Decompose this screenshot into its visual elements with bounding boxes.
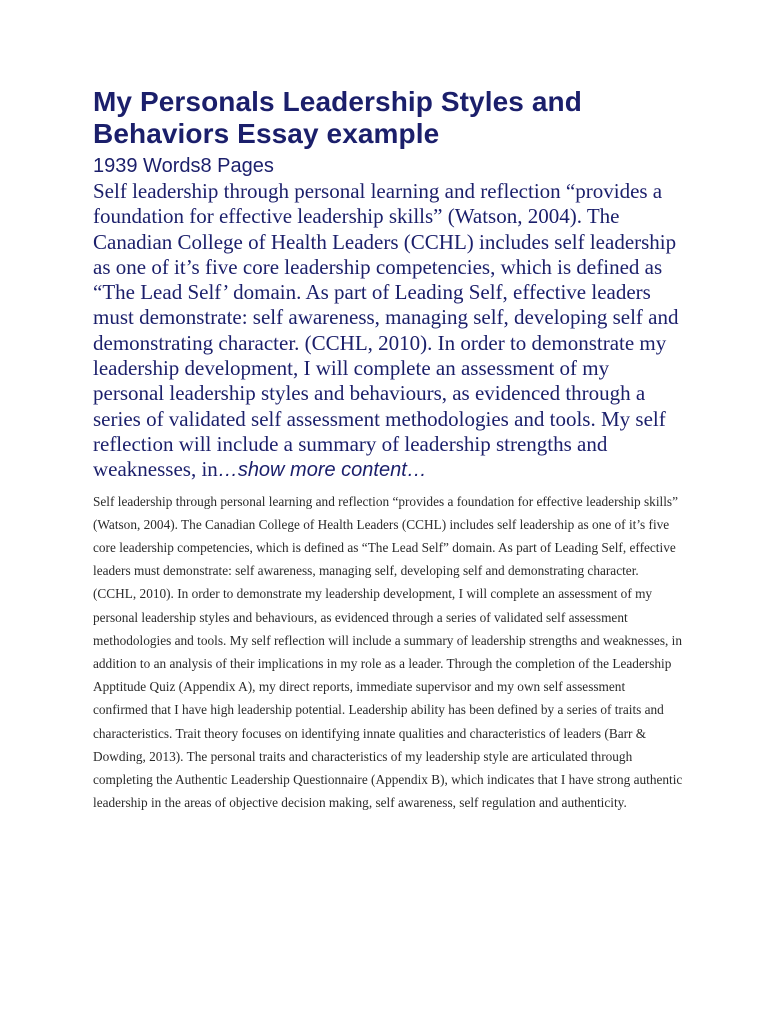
essay-full-text: Self leadership through personal learning and reflection “provides a foundation for effective leadership skills” (Watson, 2004). The Canadian College of Health Leaders (CCHL) includes self leadership as one of it’s five core leadership competencies, which is defined as “The Lead Self” domain. As part of Leading Self, effective leaders must demonstrate: self awareness, managing self, developing self and demonstrating character. (CCHL, 2010). In order to demonstrate my leadership development, I will complete an assessment of my personal leadership styles and behaviours, as evidenced through a series of validated self assessment methodologies and tools. My self reflection will include a summary of leadership strengths and weaknesses, in addition to an analysis of their implications in my role as a leader. Through the completion of the Leadership Apptitude Quiz (Appendix A), my direct reports, immediate supervisor and my own self assessment confirmed that I have high leadership potential. Leadership ability has been defined by a series of traits and characteristics. Trait theory focuses on identifying innate qualities and characteristics of leaders (Barr & Dowding, 2013). The personal traits and characteristics of my leadership style are articulated through completing the Authentic Leadership Questionnaire (Appendix B), which indicates that I have strong authentic leadership in the areas of objective decision making, self awareness, self regulation and authenticity. <box>93 493 683 811</box>
essay-excerpt <box>93 179 683 484</box>
page-title: My Personals Leadership Styles and Behaviors Essay example <box>93 86 582 149</box>
show-more-link[interactable]: …show more content… <box>217 459 427 482</box>
word-page-count: 1939 Words8 Pages <box>93 155 274 177</box>
excerpt-text: Self leadership through personal learning and reflection “provides a foundation for effective leadership skills” (Watson, 2004). The Canadian College of Health Leaders (CCHL) includes self leadership as one of it’s five core leadership competencies, which is defined as “The Lead Self’ domain. As part of Leading Self, effective leaders must demonstrate: self awareness, managing self, developing self and demonstrating character. (CCHL, 2010). In order to demonstrate my leadership development, I will complete an assessment of my personal leadership styles and behaviours, as evidenced through a series of validated self assessment methodologies and tools. My self reflection will include a summary of leadership strengths and weaknesses, in <box>93 179 679 482</box>
essay-page <box>93 86 683 814</box>
